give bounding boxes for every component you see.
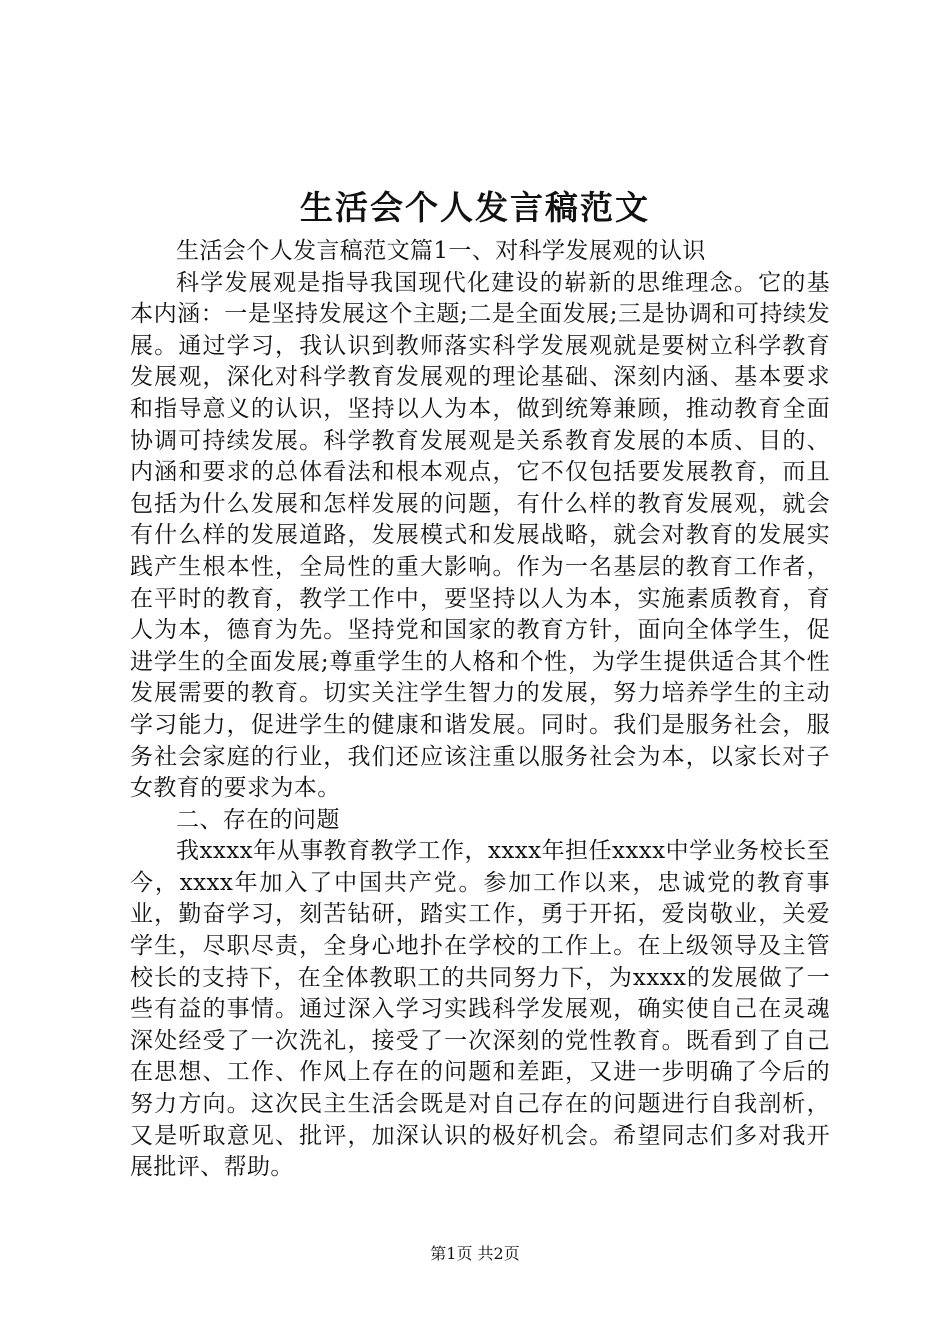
page-number-footer: 第1页 共2页: [430, 1244, 520, 1263]
document-body: [130, 236, 830, 1184]
paragraph-heading-1: 生活会个人发言稿范文篇1一、对科学发展观的认识: [176, 238, 706, 264]
paragraph-body-2: 我xxxx年从事教育教学工作，xxxx年担任xxxx中学业务校长至今，xxxx年加入了中国共产党。参加工作以来，忠诚党的教育事业，勤奋学习，刻苦钻研，踏实工作，勇于开拓，爱岗敬业，关爱学生，尽职尽责，全身心地扑在学校的工作上。在上级领导及主管校长的支持下，在全体教职工的共同努力下，为xxxx的发展做了一些有益的事情。通过深入学习实践科学发展观，确实使自己在灵魂深处经受了一次洗礼，接受了一次深刻的党性教育。既看到了自己在思想、工作、作风上存在的问题和差距，又进一步明确了今后的努力方向。这次民主生活会既是对自己存在的问题进行自我剖析，又是听取意见、批评，加深认识的极好机会。希望同志们多对我开展批评、帮助。: [130, 838, 830, 1181]
paragraph-heading-2: 二、存在的问题: [176, 806, 340, 833]
document-title: 生活会个人发言稿范文: [300, 188, 650, 227]
paragraph-body-1: 科学发展观是指导我国现代化建设的崭新的思维理念。它的基本内涵：一是坚持发展这个主题;二是全面发展;三是协调和可持续发展。通过学习，我认识到教师落实科学发展观就是要树立科学教育发展观，深化对科学教育发展观的理论基础、深刻内涵、基本要求和指导意义的认识，坚持以人为本，做到统筹兼顾，推动教育全面协调可持续发展。科学教育发展观是关系教育发展的本质、目的、内涵和要求的总体看法和根本观点，它不仅包括要发展教育，而且包括为什么发展和怎样发展的问题，有什么样的教育发展观，就会有什么样的发展道路，发展模式和发展战略，就会对教育的发展实践产生根本性，全局性的重大影响。作为一名基层的教育工作者，在平时的教育，教学工作中，要坚持以人为本，实施素质教育，育人为本，德育为先。坚持党和国家的教育方针，面向全体学生，促进学生的全面发展;尊重学生的人格和个性，为学生提供适合其个性发展需要的教育。切实关注学生智力的发展，努力培养学生的主动学习能力，促进学生的健康和谐发展。同时。我们是服务社会，服务社会家庭的行业，我们还应该注重以服务社会为本，以家长对子女教育的要求为本。: [130, 269, 830, 802]
